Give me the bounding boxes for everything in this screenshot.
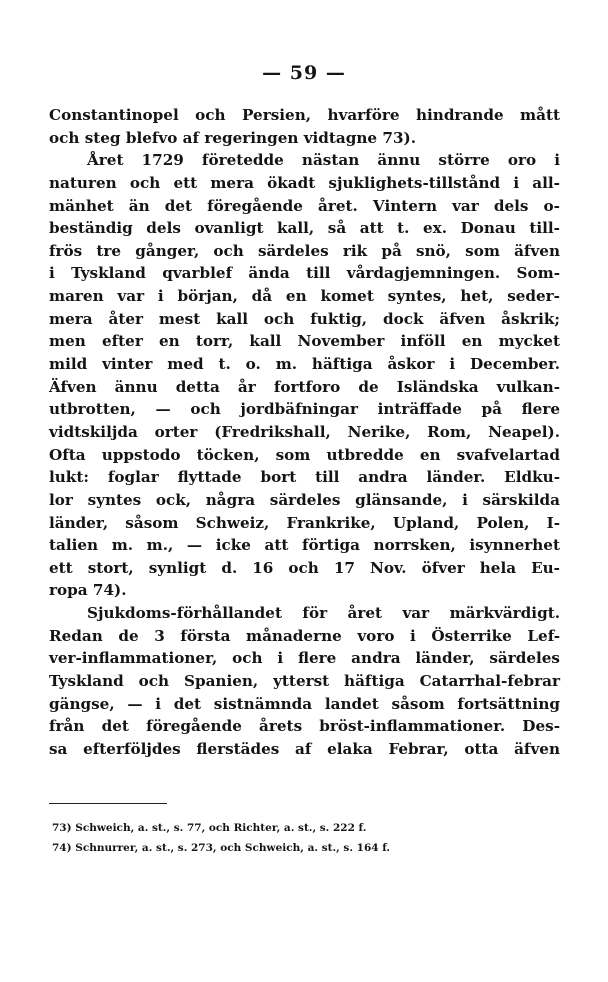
footnote-74: 74) Schnurrer, a. st., s. 273, och Schweich, a. st., s. 164 f. xyxy=(52,842,391,854)
text-line: Redan de 3 första månaderne voro i Österrike Lef- xyxy=(49,626,560,645)
text-line: lor syntes ock, några särdeles glänsande, i särskilda xyxy=(49,490,560,509)
text-line: och steg blefvo af regeringen vidtagne 73). xyxy=(49,128,416,147)
text-line: gängse, — i det sistnämnda landet såsom fortsättning xyxy=(49,694,560,713)
body-text xyxy=(49,104,560,761)
footnotes xyxy=(52,818,552,858)
page-number: — 59 — xyxy=(262,62,346,84)
text-line: mild vinter med t. o. m. häftiga åskor i December. xyxy=(49,355,560,374)
text-line: ver-inflammationer, och i flere andra länder, särdeles xyxy=(49,649,560,668)
text-line: mera åter mest kall och fuktig, dock äfven åskrik; xyxy=(49,309,560,328)
text-line: från det föregående årets bröst-inflammationer. Des- xyxy=(49,717,560,736)
text-line: länder, såsom Schweiz, Frankrike, Upland, Polen, I- xyxy=(49,513,560,532)
text-line: frös tre gånger, och särdeles rik på snö, som äfven xyxy=(49,241,560,260)
text-line: sa efterföljdes flerstädes af elaka Febrar, otta äfven xyxy=(49,739,560,758)
text-line: maren var i början, då en komet syntes, het, seder- xyxy=(49,287,560,306)
text-line: Ofta uppstodo töcken, som utbredde en svafvelartad xyxy=(49,445,560,464)
text-line: ett stort, synligt d. 16 och 17 Nov. öfver hela Eu- xyxy=(49,558,560,577)
text-line: i Tyskland qvarblef ända till vårdagjemningen. Som- xyxy=(49,264,560,283)
text-line: Sjukdoms-förhållandet för året var märkvärdigt. xyxy=(87,604,560,623)
footnote-divider xyxy=(49,803,167,804)
text-line: Tyskland och Spanien, ytterst häftiga Catarrhal-febrar xyxy=(49,672,560,691)
footnote-73: 73) Schweich, a. st., s. 77, och Richter, a. st., s. 222 f. xyxy=(52,822,367,834)
text-line: men efter en torr, kall November inföll en mycket xyxy=(49,332,560,351)
text-line: Äfven ännu detta år fortforo de Isländska vulkan- xyxy=(49,377,560,396)
text-line: lukt: foglar flyttade bort till andra länder. Eldku- xyxy=(49,468,560,487)
text-line: utbrotten, — och jordbäfningar inträffade på flere xyxy=(49,400,560,419)
text-line: vidtskiljda orter (Fredrikshall, Nerike, Rom, Neapel). xyxy=(49,422,560,441)
text-line: Constantinopel och Persien, hvarföre hindrande mått xyxy=(49,106,560,124)
text-line: Året 1729 företedde nästan ännu större oro i xyxy=(87,151,560,170)
text-line: mänhet än det föregående året. Vintern var dels o- xyxy=(49,196,560,215)
text-line: talien m. m., — icke att förtiga norrsken, isynnerhet xyxy=(49,536,560,555)
text-line: beständig dels ovanligt kall, så att t. ex. Donau till- xyxy=(49,219,560,238)
text-line: ropa 74). xyxy=(49,581,127,600)
text-line: naturen och ett mera ökadt sjuklighets-tillstånd i all- xyxy=(49,173,560,192)
